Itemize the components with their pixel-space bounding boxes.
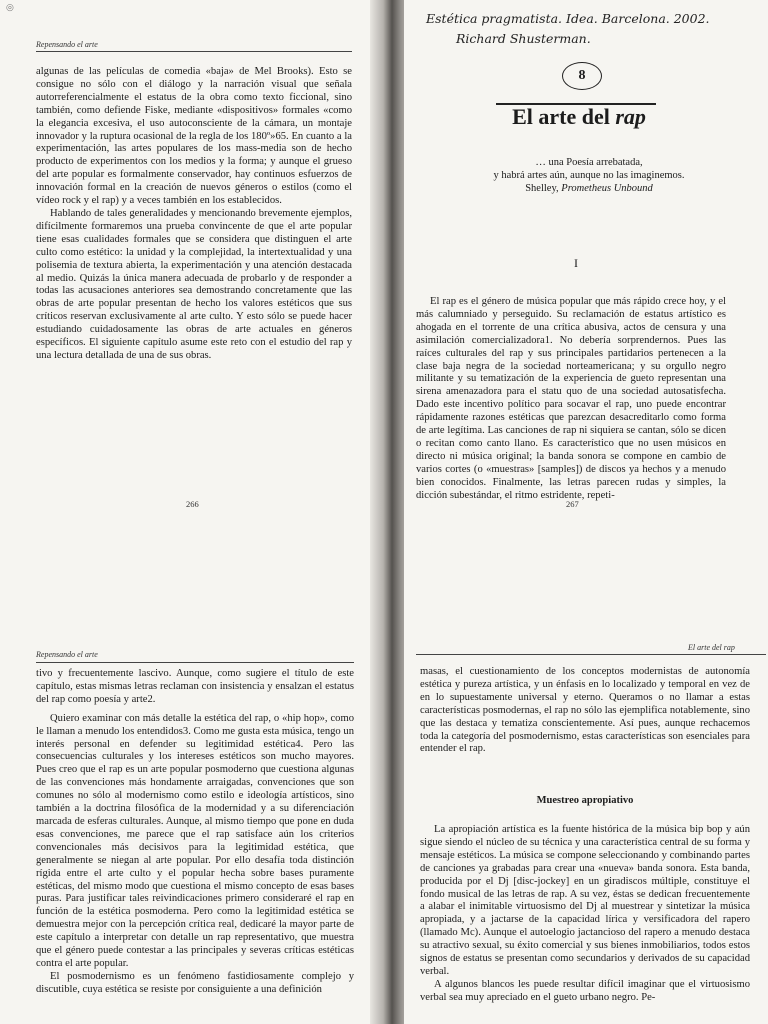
header-rule [36,662,354,663]
page-266 [0,0,380,512]
header-rule [416,654,766,655]
page-269 [404,512,768,1024]
handwritten-note-line2: Richard Shusterman. [456,31,591,46]
paragraph: Quiero examinar con más detalle la estética del rap, o «hip hop», como le llaman a menudo los entendidos3. Como me gusta esta música, tengo un interés personal en defender su legitimidad estética4. Pero las consecuencias culturales y los intereses estéticos son mucho mayores. Pues creo que el rap es un arte popular posmoderno que cuestiona algunas de las convenciones más hondamente arraigadas, convenciones que son comunes no sólo al modernismo como estilo e ideología artísticos, sino también a la doctrina filosófica de la modernidad y a su diferenciación marcada de esferas culturales. Aunque, al mismo tiempo que pone en duda esas convenciones, me parece que el rap satisface aún los criterios convencionales más decisivos para la legitimidad estética, que generalmente se niegan al arte popular. Por ello desafía toda distinción rígida entre el arte culto y el popular hecha sobre bases puramente estéticas, del mismo modo que cuestiona el mismo concepto de esas bases puras. Para justificar tales reivindicaciones primero consideraré el rap en función de la estética posmoderna. Pero como la legitimidad estética se demuestra mejor con la percepción crítica real, dedicaré la mayor parte de este capítulo a interpretar con detalle un rap representativo, que muestra que el género puede contestar a las principales y severas críticas estéticas contra el arte popular. [36,712,354,969]
body-text [36,668,354,997]
running-header: Repensando el arte [36,650,98,659]
paragraph: algunas de las películas de comedia «baja» de Mel Brooks). Esto se consigue no sólo con el diálogo y la narración visual que señala autorreferencialmente el estatus de la obra como texto ficcional, sino también, como defiende Fiske, mediante «dispositivos» formales «como la elegancia excesiva, el uso autoconsciente de la cámara, un montaje innovador y la ruptura ocasional de la regla de los 180º»65. En cuanto a la experimentación, las artes populares de los mass-media son de hecho producto de experimentos con los medios y la forma; y aunque el grueso del arte popular es formalmente conservador, hay continuos esfuerzos de innovación formal en la creación de nuevos géneros o estilos (como el vídeo rock y el rap) y a veces también en los establecidos. [36,66,352,207]
corner-mark-icon: ◎ [6,2,14,12]
chapter-title: El arte del rap [512,104,646,129]
page-number-267: 267 [566,499,579,509]
paragraph: tivo y frecuentemente lascivo. Aunque, como sugiere el título de este capítulo, estas mismas letras reclaman con insistencia y ensalzan el estatus del rap como poesía y arte2. [36,668,354,705]
page-268 [0,512,380,1024]
paragraph: Hablando de tales generalidades y mencionando brevemente ejemplos, difícilmente formaremos una prueba convincente de que el arte popular tiene esas cualidades formales que se considera que distinguen el arte culto como estético: la unidad y la complejidad, la intertextualidad y una polisemia de textura abierta, la experimentación y una atención destacada al medio. Quizás la única manera adecuada de probarlo y de responder a todas las acusaciones anteriores sea demostrando concretamente que las obras de arte popular presentan de hecho los valores estéticos que sus críticos reservan exclusivamente al arte culto. Y esto sólo se puede hacer estudiando cuidadosamente las obras de arte actuales en géneros específicos. El siguiente capítulo asume este reto con el estudio del rap y una lectura detallada de una de sus obras. [36,207,352,361]
paragraph: A algunos blancos les puede resultar difícil imaginar que el virtuosismo verbal sea muy apreciado en el gueto urbano negro. Pe- [420,978,750,1003]
page-number-266: 266 [186,499,199,509]
chapter-number: 8 [562,62,602,90]
running-header: El arte del rap [688,643,735,652]
paragraph: masas, el cuestionamiento de los conceptos modernistas de autonomía estética y pureza artística, y un énfasis en lo localizado y temporal en vez de en lo supuestamente universal y eterno. Queramos o no llamar a estas características posmodernas, el rap no sólo las ejemplifica notablemente, sino que las destaca y tematiza conscientemente. Así pues, aunque rechacemos toda la categoría del posmodernismo, estas características son esenciales para entender el rap. [420,666,750,755]
epigraph: … una Poesía arrebatada, y habrá artes aún, aunque no las imaginemos. Shelley, Prometheus Unbound [493,157,685,194]
section-number: I [574,256,578,270]
paragraph: El posmodernismo es un fenómeno fastidiosamente complejo y discutible, cuya estética se resiste por consiguiente a una definición [36,970,354,995]
page-267 [404,0,768,512]
handwritten-note-line1: Estética pragmatista. Idea. Barcelona. 2002. [426,11,710,26]
body-text-2 [420,824,750,1005]
paragraph: El rap es el género de música popular que más rápido crece hoy, y el más calumniado y perseguido. Su reclamación de estatus artístico es ahogada en el torrente de una crítica abusiva, actos de censura y una asimilación comercializadora1. No debería sorprendernos. Pues las raíces culturales del rap y sus principales partidarios pertenecen a la clase baja negra de la sociedad norteamericana; y su orgullo negro militante y su tematización de la experiencia de gueto representan una sirena amenazadora para el statu quo de una sociedad autosatisfecha. Dado este incentivo político para socavar el rap, uno puede encontrar rápidamente razones estéticas que parezcan desacreditarlo como forma de arte legítima. Las canciones de rap ni siquiera se cantan, sólo se dicen o recitan como canto llano. Es característico que no usen músicos en directo ni música original; la banda sonora se compone en cambio de varios cortes (o «muestras» [samples]) de discos ya hechos y a menudo bien conocidos. Finalmente, las letras parecen rudas y simples, la dicción subestándar, el ritmo estridente, repeti- [416,296,726,501]
header-rule [36,51,352,52]
paragraph: La apropiación artística es la fuente histórica de la música bip bop y aún sigue siendo el núcleo de su técnica y una característica central de su forma y mensaje estéticos. La música se compone seleccionando y combinando partes de canciones ya grabadas para crear una «nueva» banda sonora. Esta banda, producida por el Dj [disc-jockey] en un giradiscos múltiple, constituye el fondo musical de las letras de rap. A su vez, éstas se dedican frecuentemente a alabar el inimitable virtuosismo del Dj al muestrear y sintetizar la música apropiada, y a jactarse de la capacidad lírica y versificadora del rapero (llamado Mc). Aunque el autoelogio jactancioso del rapero a menudo destaca su atractivo sexual, su éxito comercial y sus bienes inmobiliarios, todos estos signos de estatus se presentan como secundarios y derivados de su capacidad verbal. [420,824,750,977]
body-text [416,296,726,503]
body-text [420,666,750,756]
subheading: Muestreo apropiativo [536,795,634,806]
running-header: Repensando el arte [36,40,98,49]
body-text [36,66,352,363]
bottom-spread [0,512,768,1024]
